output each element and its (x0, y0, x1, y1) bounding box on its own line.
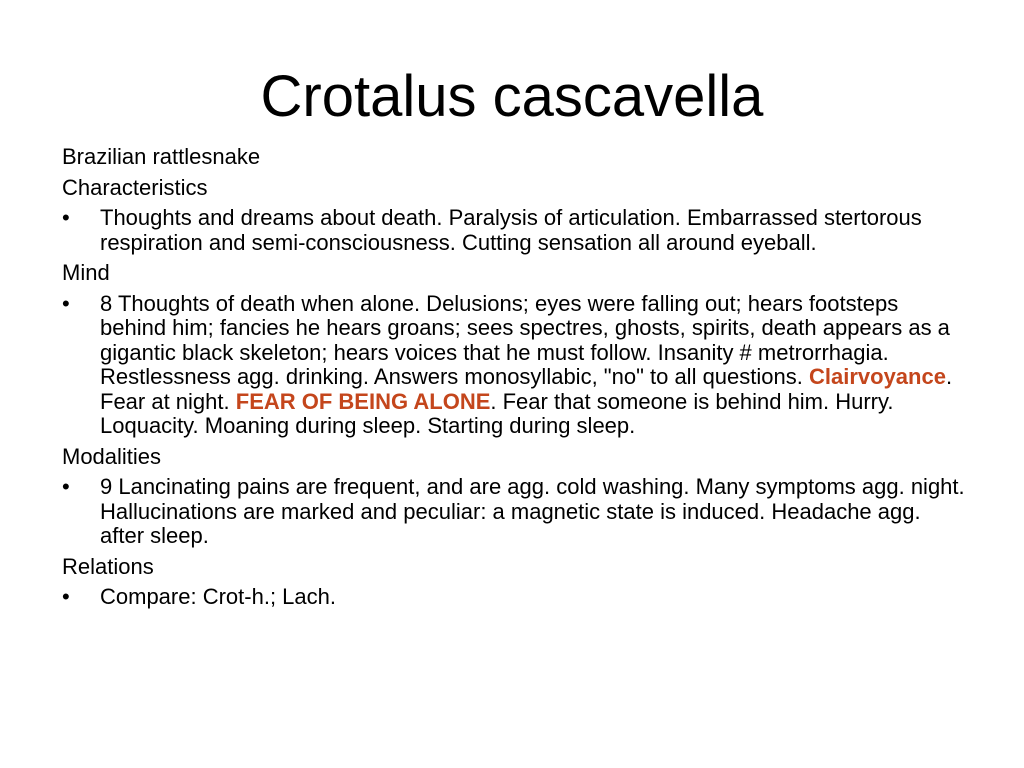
relations-bullet (62, 585, 967, 610)
modalities-heading: Modalities (62, 443, 162, 469)
relations-text: Compare: Crot-h.; Lach. (100, 584, 336, 609)
modalities-bullet (62, 475, 967, 549)
mind-text (100, 292, 967, 439)
characteristics-bullet (62, 206, 967, 255)
characteristics-heading: Characteristics (62, 174, 208, 200)
mind-text-part-2: . Fear at night. (100, 364, 953, 414)
relations-heading: Relations (62, 553, 154, 579)
mind-text-part-1: 8 Thoughts of death when alone. Delusions; eyes were falling out; hears footsteps behind him; fancies he hears groans; sees spectres, ghosts, spirits, death appears as a gigantic black skeleton; hears voices that he must follow. Insanity # metrorrhagia. Restlessness agg. drinking. Answers monosyllabic, "no" to all questions. (100, 290, 950, 389)
mind-heading: Mind (62, 260, 110, 285)
bullet-icon: • (62, 474, 70, 499)
slide-title: Crotalus cascavella (260, 64, 764, 129)
fear-of-being-alone-highlight: FEAR OF BEING ALONE (235, 388, 491, 414)
bullet-icon: • (62, 584, 70, 609)
mind-bullet (62, 292, 967, 439)
bullet-icon: • (62, 290, 70, 316)
characteristics-text: Thoughts and dreams about death. Paralysis of articulation. Embarrassed stertorous respiration and semi-consciousness. Cutting sensation all around eyeball. (100, 205, 922, 255)
bullet-icon: • (62, 205, 70, 230)
mind-text-part-3: . Fear that someone is behind him. Hurry. Loquacity. Moaning during sleep. Starting during sleep. (100, 388, 894, 438)
modalities-text: 9 Lancinating pains are frequent, and are agg. cold washing. Many symptoms agg. night. Hallucinations are marked and peculiar: a magnetic state is induced. Headache agg. after sleep. (100, 474, 965, 548)
subtitle: Brazilian rattlesnake (62, 144, 261, 169)
slide-content (62, 145, 967, 616)
clairvoyance-highlight: Clairvoyance (808, 364, 946, 389)
